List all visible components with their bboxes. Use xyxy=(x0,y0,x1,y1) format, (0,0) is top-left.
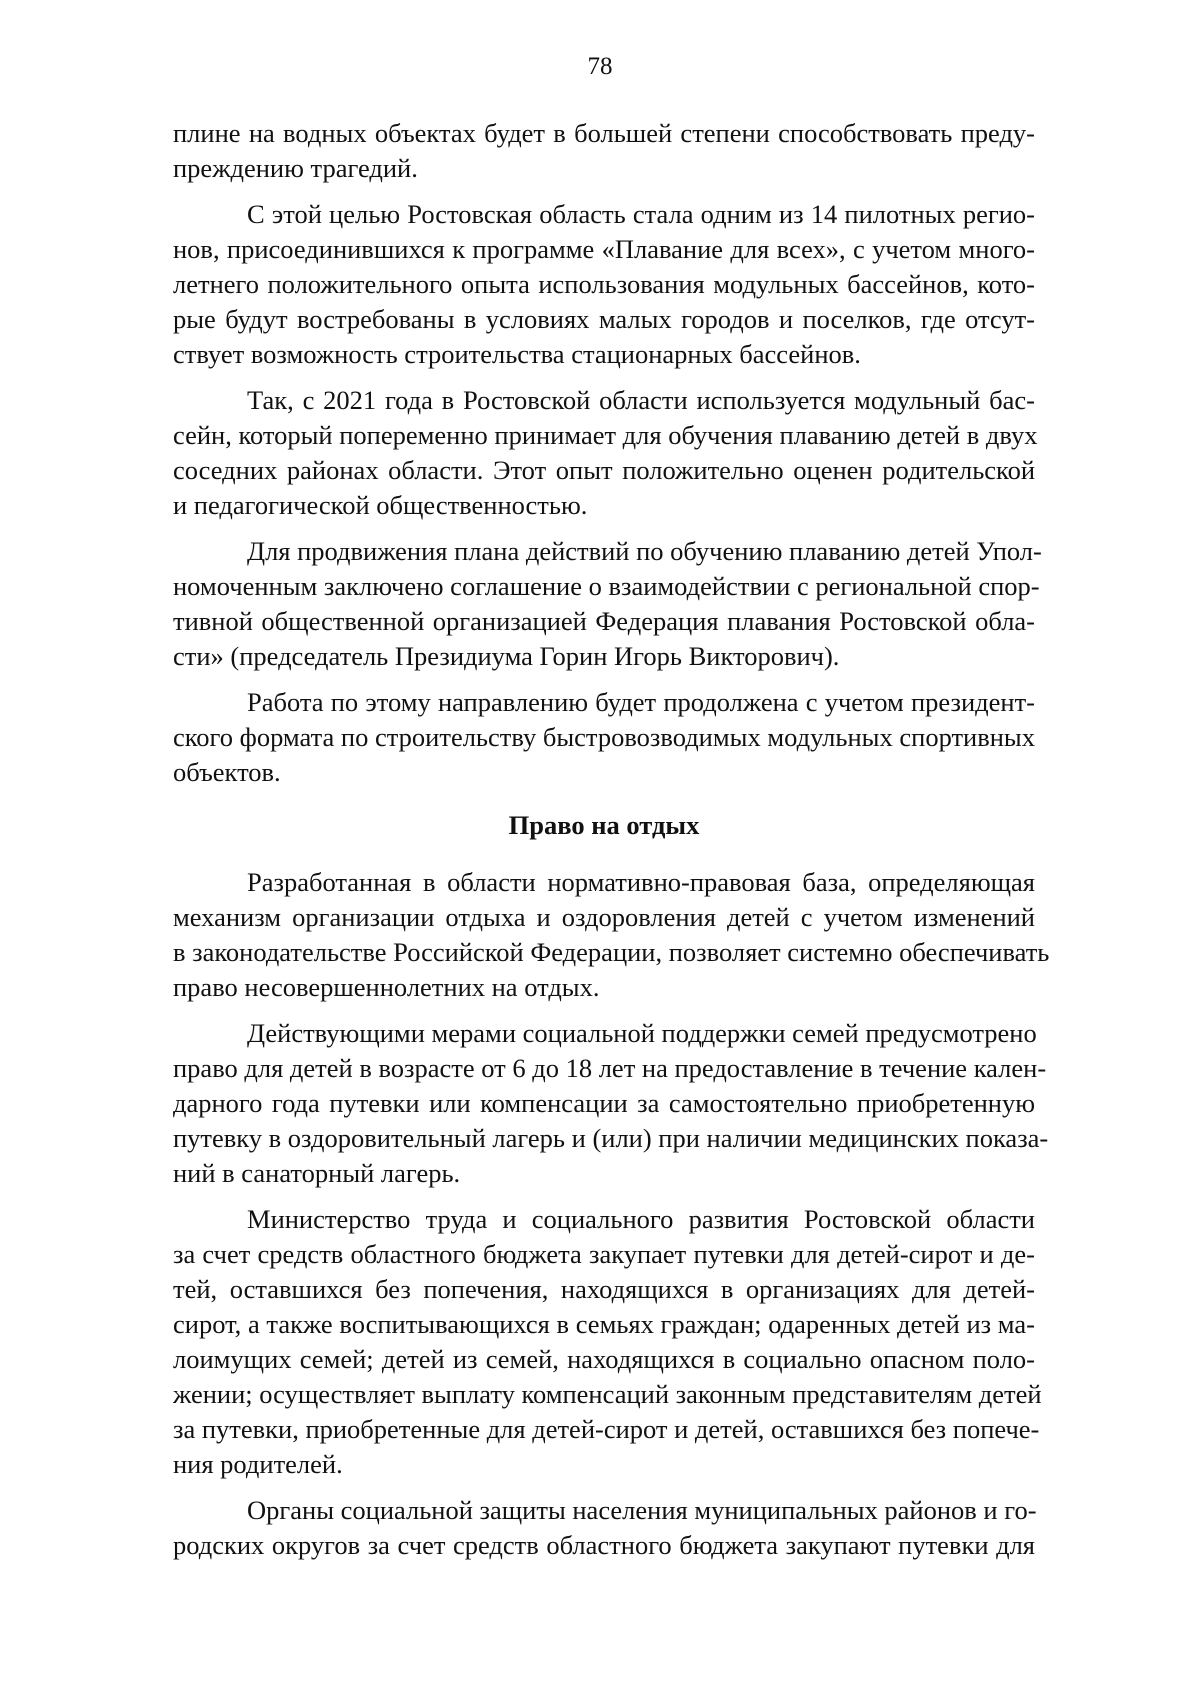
text-line: преждению трагедий. xyxy=(173,153,418,183)
text-line: Разработанная в области нормативно-правовая база, определяющая xyxy=(247,867,1035,897)
text-line: номоченным заключено соглашение о взаимодействии с региональной спор- xyxy=(173,571,1040,601)
text-line: родских округов за счет средств областного бюджета закупают путевки для xyxy=(173,1530,1035,1560)
text-line: Министерство труда и социального развития Ростовской области xyxy=(247,1204,1035,1234)
text-line: право для детей в возрасте от 6 до 18 лет на предоставление в течение кален- xyxy=(173,1053,1047,1083)
text-line: ствует возможность строительства стационарных бассейнов. xyxy=(173,339,861,369)
document-body xyxy=(173,116,1050,1574)
text-line: жении; осуществляет выплату компенсаций законным представителям детей xyxy=(173,1379,1042,1409)
text-line: лоимущих семей; детей из семей, находящихся в социально опасном поло- xyxy=(173,1344,1035,1374)
text-line: за путевки, приобретенные для детей-сирот и детей, оставшихся без попече- xyxy=(173,1414,1040,1444)
paragraph xyxy=(173,1202,1042,1482)
paragraphs-after-heading xyxy=(173,865,1050,1563)
page-number: 78 xyxy=(587,53,613,80)
text-line: в законодательстве Российской Федерации, позволяет системно обеспечивать xyxy=(173,937,1050,967)
text-line: ского формата по строительству быстровозводимых модульных спортивных xyxy=(173,722,1035,752)
text-line: плине на водных объектах будет в большей степени способствовать преду- xyxy=(173,118,1035,148)
paragraph xyxy=(173,865,1050,1005)
paragraph xyxy=(173,116,1035,186)
text-line: летнего положительного опыта использования модульных бассейнов, кото- xyxy=(173,269,1035,299)
text-line: Работа по этому направлению будет продолжена с учетом президент- xyxy=(247,687,1035,717)
text-line: соседних районах области. Этот опыт положительно оценен родительской xyxy=(173,455,1035,485)
text-line: нов, присоединившихся к программе «Плавание для всех», с учетом много- xyxy=(173,234,1035,264)
text-line: тей, оставшихся без попечения, находящихся в организациях для детей- xyxy=(173,1274,1035,1304)
text-line: сти» (председатель Президиума Горин Игорь Викторович). xyxy=(173,641,840,671)
text-line: Для продвижения плана действий по обучению плаванию детей Упол- xyxy=(247,536,1042,566)
text-line: объектов. xyxy=(173,757,281,787)
paragraph xyxy=(173,383,1038,523)
paragraph xyxy=(173,197,1035,372)
text-line: сейн, который попеременно принимает для обучения плаванию детей в двух xyxy=(173,420,1038,450)
paragraph xyxy=(173,1016,1049,1191)
text-line: сирот, а также воспитывающихся в семьях граждан; одаренных детей из ма- xyxy=(173,1309,1035,1339)
paragraph xyxy=(173,685,1035,790)
text-line: путевку в оздоровительный лагерь и (или) при наличии медицинских показа- xyxy=(173,1123,1049,1153)
text-line: право несовершеннолетних на отдых. xyxy=(173,972,600,1002)
text-line: ний в санаторный лагерь. xyxy=(173,1158,461,1188)
text-line: за счет средств областного бюджета закупает путевки для детей-сирот и де- xyxy=(173,1239,1035,1269)
paragraph xyxy=(173,534,1042,674)
text-line: рые будут востребованы в условиях малых городов и поселков, где отсут- xyxy=(173,304,1035,334)
text-line: механизм организации отдыха и оздоровления детей с учетом изменений xyxy=(173,902,1035,932)
text-line: Действующими мерами социальной поддержки семей предусмотрено xyxy=(247,1018,1037,1048)
text-line: дарного года путевки или компенсации за самостоятельно приобретенную xyxy=(173,1088,1035,1118)
paragraphs-before-heading xyxy=(173,116,1042,790)
text-line: С этой целью Ростовская область стала одним из 14 пилотных регио- xyxy=(247,199,1035,229)
paragraph xyxy=(173,1493,1035,1563)
text-line: Органы социальной защиты населения муниципальных районов и го- xyxy=(247,1495,1037,1525)
text-line: и педагогической общественностью. xyxy=(173,490,588,520)
text-line: ния родителей. xyxy=(173,1449,343,1479)
text-line: тивной общественной организацией Федерация плавания Ростовской обла- xyxy=(173,606,1035,636)
section-heading: Право на отдых xyxy=(508,810,700,840)
text-line: Так, с 2021 года в Ростовской области используется модульный бас- xyxy=(247,385,1035,415)
